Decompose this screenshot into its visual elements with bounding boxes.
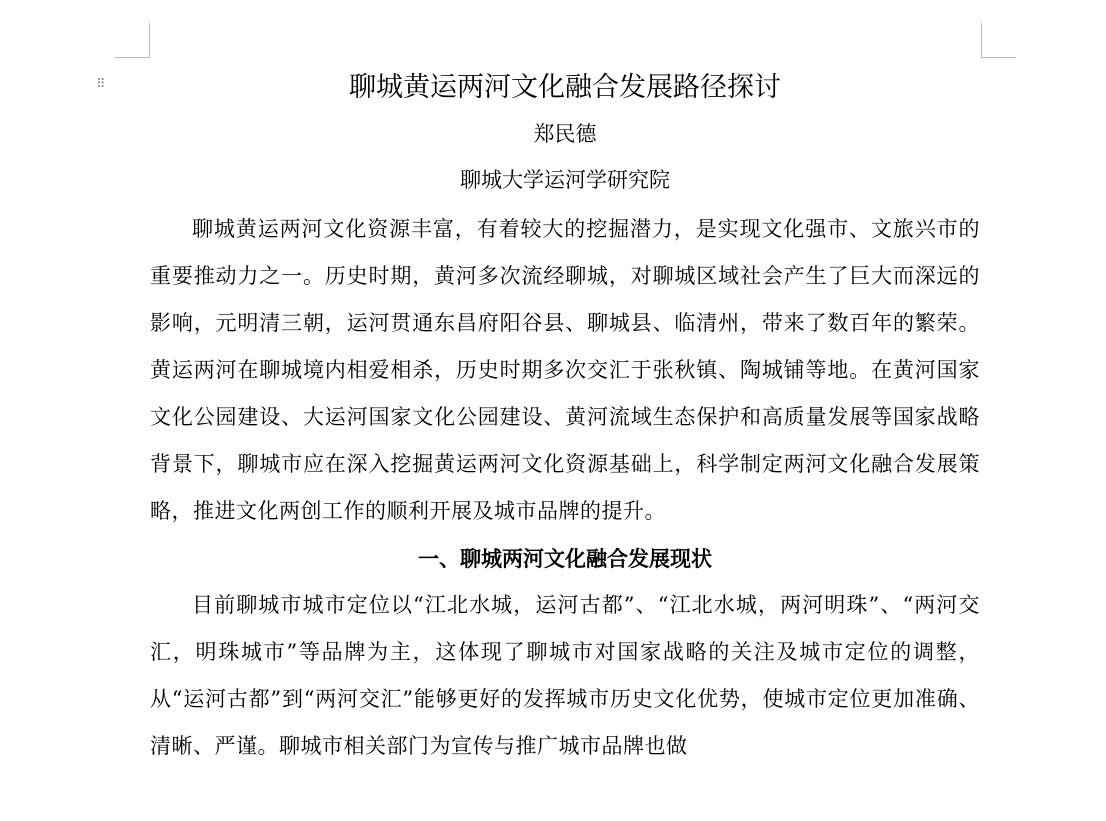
- author-name: 郑民德: [533, 122, 597, 146]
- document-title: 聊城黄运两河文化融合发展路径探讨: [349, 72, 781, 103]
- document-body[interactable]: [150, 62, 980, 770]
- section-heading: 一、聊城两河文化融合发展现状: [418, 546, 712, 571]
- body-paragraph: 聊城黄运两河文化资源丰富，有着较大的挖掘潜力，是实现文化强市、文旅兴市的重要推动力之一。历史时期，黄河多次流经聊城，对聊城区域社会产生了巨大而深远的影响，元明清三朝，运河贯通东昌府阳谷县、聊城县、临清州，带来了数百年的繁荣。黄运两河在聊城境内相爱相杀，历史时期多次交汇于张秋镇、陶城铺等地。在黄河国家文化公园建设、大运河国家文化公园建设、黄河流域生态保护和高质量发展等国家战略背景下，聊城市应在深入挖掘黄运两河文化资源基础上，科学制定两河文化融合发展策略，推进文化两创工作的顺利开展及城市品牌的提升。: [150, 217, 980, 523]
- drag-handle-icon[interactable]: ⠿: [96, 77, 105, 92]
- author-affiliation: 聊城大学运河学研究院: [460, 168, 670, 192]
- body-paragraph: 目前聊城市城市定位以“江北水城，运河古都”、“江北水城，两河明珠”、“两河交汇，明珠城市”等品牌为主，这体现了聊城市对国家战略的关注及城市定位的调整，从“运河古都”到“两河交汇”能够更好的发挥城市历史文化优势，使城市定位更加准确、清晰、严谨。聊城市相关部门为宣传与推广城市品牌也做: [150, 593, 980, 758]
- crop-mark-top-left: [115, 23, 150, 58]
- crop-mark-top-right: [981, 23, 1016, 58]
